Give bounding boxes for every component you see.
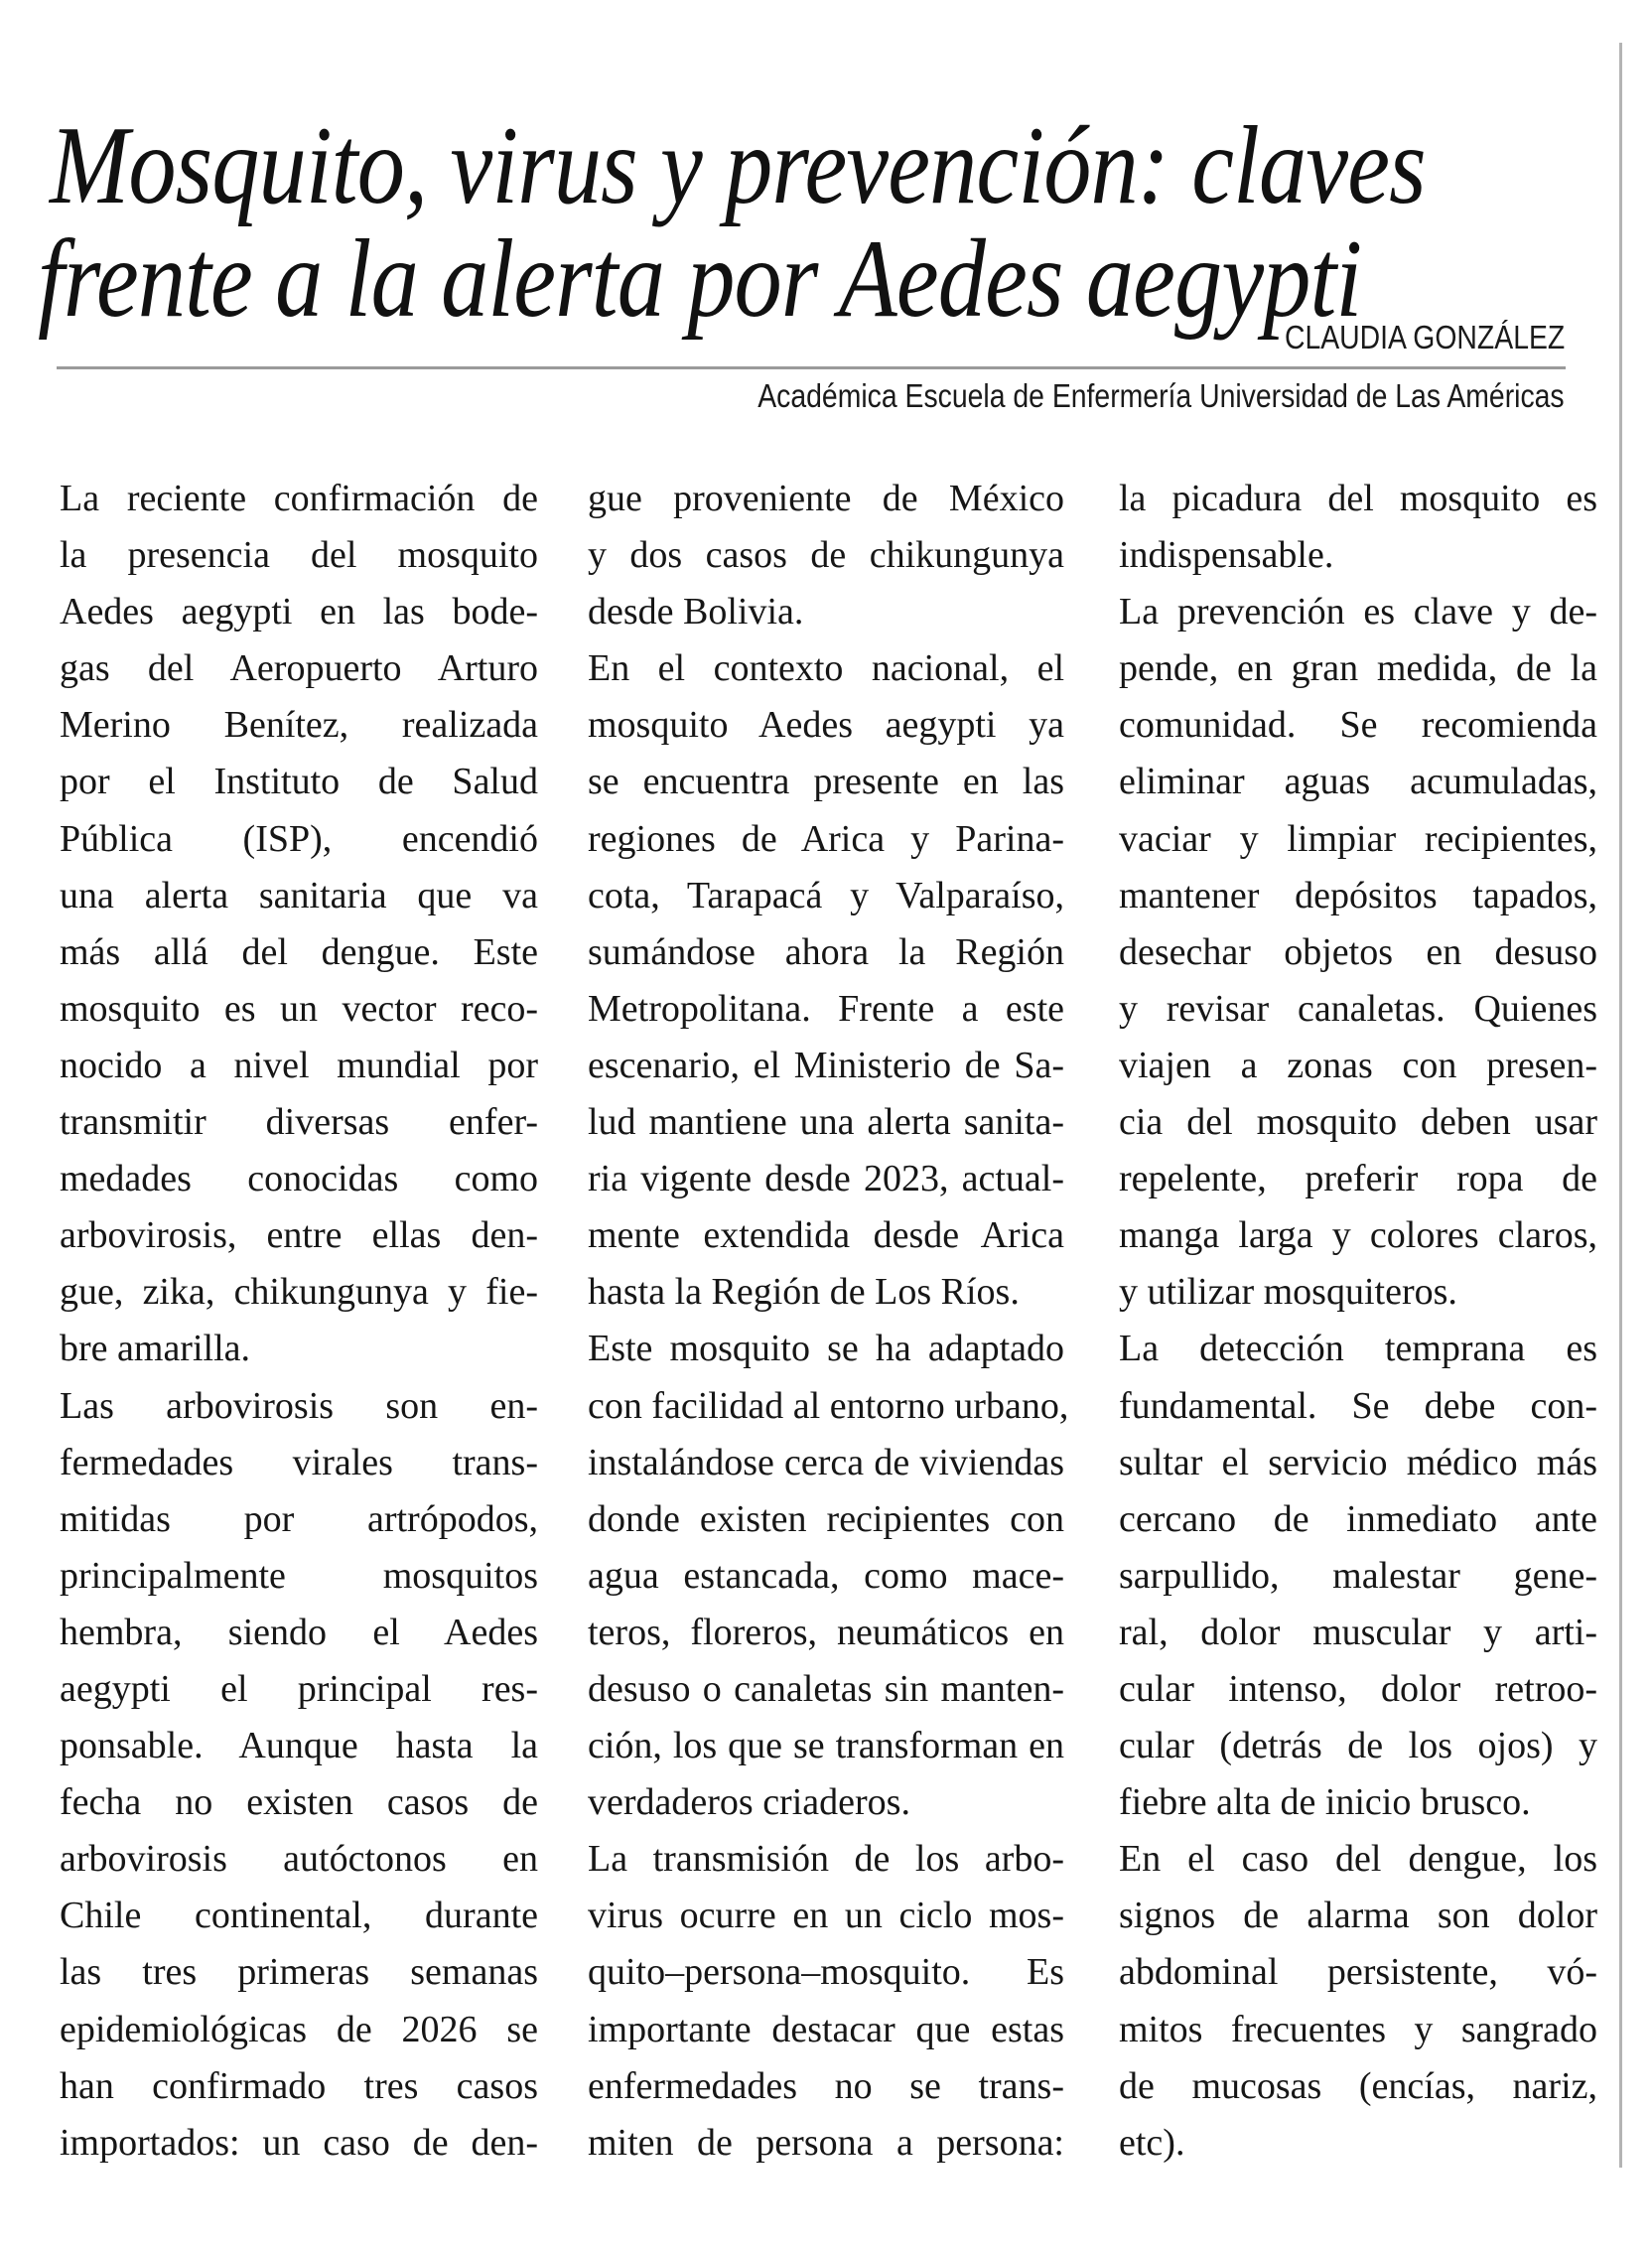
text-line: Este mosquito se ha adaptado <box>588 1328 1064 1370</box>
text-line: de mucosas (encías, nariz, <box>1119 2064 1597 2107</box>
text-line: La detección temprana es <box>1119 1328 1597 1370</box>
text-line: instalándose cerca de viviendas <box>588 1441 1064 1483</box>
text-line: se encuentra presente en las <box>588 761 1064 803</box>
text-line: aegypti el principal res- <box>60 1667 538 1710</box>
author-affiliation: Académica Escuela de Enfermería Universidad de Las Américas <box>757 377 1565 414</box>
byline-divider <box>57 366 1566 369</box>
text-line: miten de persona a persona: <box>588 2121 1064 2164</box>
text-line: importados: un caso de den- <box>60 2121 538 2164</box>
text-line: ral, dolor muscular y arti- <box>1119 1611 1597 1653</box>
text-line: sultar el servicio médico más <box>1119 1441 1597 1483</box>
text-line: verdaderos criaderos. <box>588 1781 910 1824</box>
paragraph <box>1119 471 1597 584</box>
text-line: cular intenso, dolor retroo- <box>1119 1667 1597 1710</box>
text-line: y dos casos de chikungunya <box>588 534 1064 577</box>
text-line: fecha no existen casos de <box>60 1781 538 1824</box>
text-line: teros, floreros, neumáticos en <box>588 1611 1064 1653</box>
text-line: escenario, el Ministerio de Sa- <box>588 1044 1064 1086</box>
paragraph <box>588 471 1064 640</box>
text-line: Merino Benítez, realizada <box>60 704 538 747</box>
text-line: arbovirosis, entre ellas den- <box>60 1214 538 1257</box>
text-line: regiones de Arica y Parina- <box>588 817 1064 860</box>
text-line: mantener depósitos tapados, <box>1119 874 1597 916</box>
text-line: enfermedades no se trans- <box>588 2064 1064 2107</box>
paragraph <box>1119 1321 1597 1831</box>
text-line: bre amarilla. <box>60 1328 251 1370</box>
paragraph <box>60 1378 538 2172</box>
text-line: La reciente confirmación de <box>60 478 538 519</box>
text-column-3 <box>1119 471 1597 2172</box>
text-line: sumándose ahora la Región <box>588 930 1064 973</box>
text-line: y utilizar mosquiteros. <box>1119 1271 1457 1314</box>
text-line: mosquito es un vector reco- <box>60 987 538 1030</box>
text-line: agua estancada, como mace- <box>588 1554 1064 1597</box>
text-line: transmitir diversas enfer- <box>60 1101 538 1144</box>
paragraph <box>1119 1831 1597 2172</box>
text-line: lud mantiene una alerta sanita- <box>588 1101 1064 1144</box>
text-line: comunidad. Se recomienda <box>1119 704 1597 747</box>
text-line: ria vigente desde 2023, actual- <box>588 1158 1064 1200</box>
text-line: epidemiológicas de 2026 se <box>60 2008 538 2050</box>
text-line: cular (detrás de los ojos) y <box>1119 1725 1597 1767</box>
text-line: manga larga y colores claros, <box>1119 1214 1597 1257</box>
page-column-divider <box>1619 43 1622 2168</box>
text-line: mosquito Aedes aegypti ya <box>588 704 1064 747</box>
paragraph <box>60 471 538 1378</box>
text-line: la picadura del mosquito es <box>1119 478 1597 519</box>
text-line: abdominal persistente, vó- <box>1119 1951 1597 1994</box>
text-line: sarpullido, malestar gene- <box>1119 1554 1597 1597</box>
text-line: La prevención es clave y de- <box>1119 591 1597 633</box>
paragraph <box>588 1321 1069 1831</box>
text-line: quito–persona–mosquito. Es <box>588 1951 1064 1994</box>
text-line: hasta la Región de Los Ríos. <box>588 1271 1020 1314</box>
text-column-2 <box>588 471 1069 2172</box>
text-line: Metropolitana. Frente a este <box>588 987 1064 1030</box>
author-name: CLAUDIA GONZÁLEZ <box>1284 319 1565 355</box>
paragraph <box>1119 584 1597 1321</box>
text-line: fermedades virales trans- <box>60 1441 538 1483</box>
text-line: cercano de inmediato ante <box>1119 1497 1597 1540</box>
text-line: Las arbovirosis son en- <box>60 1384 538 1427</box>
text-line: Pública (ISP), encendió <box>60 817 538 860</box>
text-line: gue, zika, chikungunya y fie- <box>60 1271 538 1314</box>
text-line: ponsable. Aunque hasta la <box>60 1725 538 1767</box>
text-line: cota, Tarapacá y Valparaíso, <box>588 874 1064 916</box>
text-line: hembra, siendo el Aedes <box>60 1611 538 1653</box>
text-line: mitidas por artrópodos, <box>60 1497 538 1540</box>
text-line: y revisar canaletas. Quienes <box>1119 987 1597 1030</box>
text-line: mente extendida desde Arica <box>588 1214 1064 1257</box>
text-line: eliminar aguas acumuladas, <box>1119 761 1597 803</box>
paragraph <box>588 640 1064 1321</box>
article-title-line-1: Mosquito, virus y prevención: claves <box>50 104 1426 228</box>
text-line: una alerta sanitaria que va <box>60 874 538 916</box>
text-line: principalmente mosquitos <box>60 1554 538 1597</box>
text-line: la presencia del mosquito <box>60 534 538 577</box>
text-line: medades conocidas como <box>60 1158 538 1200</box>
text-line: nocido a nivel mundial por <box>60 1044 538 1086</box>
text-line: fiebre alta de inicio brusco. <box>1119 1781 1531 1824</box>
text-line: por el Instituto de Salud <box>60 761 538 803</box>
text-line: han confirmado tres casos <box>60 2064 538 2107</box>
paragraph <box>588 1831 1064 2172</box>
text-line: arbovirosis autóctonos en <box>60 1838 538 1881</box>
text-line: desde Bolivia. <box>588 591 804 633</box>
text-line: pende, en gran medida, de la <box>1119 647 1597 690</box>
text-line: repelente, preferir ropa de <box>1119 1158 1597 1200</box>
text-line: donde existen recipientes con <box>588 1497 1064 1540</box>
text-line: con facilidad al entorno urbano, <box>588 1384 1069 1427</box>
text-line: gue proveniente de México <box>588 478 1064 519</box>
text-line: En el caso del dengue, los <box>1119 1838 1597 1881</box>
text-line: virus ocurre en un ciclo mos- <box>588 1895 1064 1937</box>
text-line: etc). <box>1119 2121 1185 2164</box>
text-line: más allá del dengue. Este <box>60 930 538 973</box>
text-line: las tres primeras semanas <box>60 1951 538 1994</box>
text-column-1 <box>60 471 538 2172</box>
text-line: gas del Aeropuerto Arturo <box>60 647 538 690</box>
article-title-line-2: frente a la alerta por Aedes aegypti <box>38 217 1362 342</box>
text-line: vaciar y limpiar recipientes, <box>1119 817 1597 860</box>
text-line: Aedes aegypti en las bode- <box>60 591 538 633</box>
text-line: signos de alarma son dolor <box>1119 1895 1597 1937</box>
text-line: ción, los que se transforman en <box>588 1725 1064 1767</box>
text-line: indispensable. <box>1119 534 1334 577</box>
text-line: importante destacar que estas <box>588 2008 1064 2050</box>
text-line: viajen a zonas con presen- <box>1119 1044 1597 1086</box>
text-line: En el contexto nacional, el <box>588 647 1064 690</box>
text-line: cia del mosquito deben usar <box>1119 1101 1597 1144</box>
text-line: desechar objetos en desuso <box>1119 930 1597 973</box>
text-line: La transmisión de los arbo- <box>588 1838 1064 1881</box>
text-line: mitos frecuentes y sangrado <box>1119 2008 1597 2050</box>
text-line: desuso o canaletas sin manten- <box>588 1667 1064 1710</box>
text-line: fundamental. Se debe con- <box>1119 1384 1597 1427</box>
text-line: Chile continental, durante <box>60 1895 538 1937</box>
